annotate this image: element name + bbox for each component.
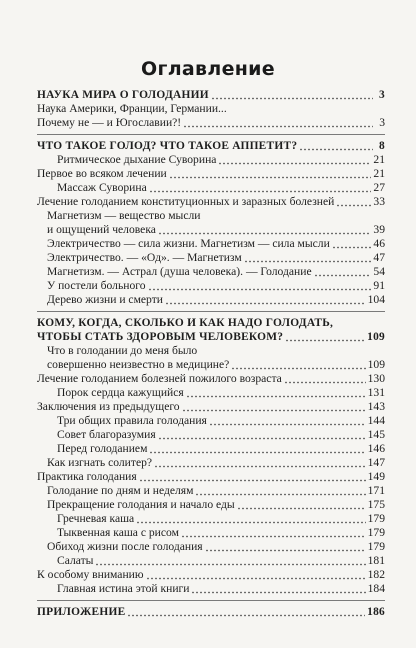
toc-entry[interactable] — [37, 153, 385, 167]
toc-page-number: 145 — [367, 428, 385, 441]
dot-leader — [231, 360, 365, 370]
toc-page-number: 186 — [367, 606, 385, 618]
toc-entry-title: Перед голоданием — [57, 442, 148, 455]
toc-entry-title: Что в голодании до меня было — [47, 344, 198, 357]
toc-entry-title: Заключения из предыдущего — [37, 400, 180, 413]
toc-entry-title: КОМУ, КОГДА, СКОЛЬКО И КАК НАДО ГОЛОДАТЬ, — [37, 317, 334, 329]
toc-page-number: 143 — [367, 400, 385, 413]
toc-chapter-heading[interactable] — [37, 605, 385, 619]
toc-entry-title: Обиход жизни после голодания — [47, 540, 203, 553]
toc-entry-title: Гречневая каша — [57, 512, 135, 525]
toc-page-number: 91 — [373, 279, 385, 292]
dot-leader — [169, 169, 372, 179]
toc-chapter-heading[interactable] — [37, 88, 385, 102]
dot-leader — [149, 444, 365, 454]
toc-entry-title: Порок сердца кажущийся — [57, 386, 184, 399]
toc-entry[interactable] — [37, 442, 385, 456]
dot-leader — [154, 458, 366, 468]
toc-entry-title: Тыквенная каша с рисом — [57, 526, 179, 539]
toc-entry[interactable] — [37, 223, 385, 237]
toc-entry-title: Массаж Суворина — [57, 181, 147, 194]
toc-entry[interactable] — [37, 568, 385, 582]
toc-entry[interactable] — [37, 209, 385, 223]
dot-leader — [209, 416, 366, 426]
toc-entry-title: Салаты — [57, 554, 94, 567]
toc-page-number: 179 — [367, 540, 385, 553]
dot-leader — [211, 90, 373, 100]
dot-leader — [149, 183, 372, 193]
dot-leader — [136, 514, 365, 524]
dot-leader — [332, 239, 372, 249]
toc-entry-title: Первое во всяком лечении — [37, 167, 167, 180]
toc-page-number: 184 — [367, 582, 385, 595]
toc-entry[interactable] — [37, 582, 385, 596]
dot-leader — [183, 118, 373, 128]
toc-entry[interactable] — [37, 237, 385, 251]
section-divider — [37, 600, 385, 601]
dot-leader — [191, 584, 365, 594]
toc-entry[interactable] — [37, 265, 385, 279]
toc-page-number: 109 — [367, 358, 385, 371]
toc-page-number: 175 — [367, 498, 385, 511]
toc-entry[interactable] — [37, 195, 385, 209]
toc-page-number: 130 — [367, 372, 385, 385]
dot-leader — [181, 528, 366, 538]
toc-page-number: 46 — [373, 237, 385, 250]
toc-entry[interactable] — [37, 344, 385, 358]
toc-entry-title: Магнетизм. — Астрал (душа человека). — Голодание — [47, 265, 312, 278]
toc-entry-title: Практика голодания — [37, 470, 137, 483]
toc-entry[interactable] — [37, 428, 385, 442]
toc-entry-title: и ощущений человека — [47, 223, 156, 236]
toc-entry-title: Три общих правила голодания — [57, 414, 207, 427]
section-divider — [37, 311, 385, 312]
toc-chapter-heading[interactable] — [37, 139, 385, 153]
toc-page-number: 146 — [367, 442, 385, 455]
toc-entry[interactable] — [37, 512, 385, 526]
toc-entry[interactable] — [37, 102, 385, 116]
dot-leader — [182, 402, 366, 412]
toc-entry[interactable] — [37, 181, 385, 195]
dot-leader — [299, 141, 373, 151]
toc-page-number: 27 — [373, 181, 385, 194]
toc-entry[interactable] — [37, 358, 385, 372]
toc-entry-title: Наука Америки, Франции, Германии... — [37, 102, 227, 115]
toc-page-number: 182 — [367, 568, 385, 581]
toc-entry-title: Лечение голоданием конституционных и заразных болезней — [37, 195, 335, 208]
toc-page-number: 109 — [367, 331, 385, 343]
dot-leader — [139, 472, 366, 482]
toc-entry-title: ЧТО ТАКОЕ ГОЛОД? ЧТО ТАКОЕ АППЕТИТ? — [37, 140, 298, 152]
dot-leader — [284, 374, 366, 384]
toc-entry[interactable] — [37, 251, 385, 265]
toc-page-number: 104 — [367, 293, 385, 306]
toc-page-number: 179 — [367, 512, 385, 525]
toc-entry-title: Как изгнать солитер? — [47, 456, 153, 469]
toc-page-number: 149 — [367, 470, 385, 483]
toc-entry[interactable] — [37, 414, 385, 428]
toc-page-number: 3 — [379, 89, 385, 101]
dot-leader — [146, 570, 366, 580]
page-title: Оглавление — [141, 58, 275, 80]
dot-leader — [336, 197, 371, 207]
dot-leader — [158, 430, 366, 440]
toc-page-number: 144 — [367, 414, 385, 427]
toc-entry-title: НАУКА МИРА О ГОЛОДАНИИ — [37, 89, 209, 101]
dot-leader — [237, 500, 366, 510]
toc-page-number: 8 — [379, 140, 385, 152]
toc-entry-title: Магнетизм — вещество мысли — [47, 209, 201, 222]
dot-leader — [285, 332, 365, 342]
toc-entry[interactable] — [37, 386, 385, 400]
toc-page-number: 33 — [373, 195, 385, 208]
toc-chapter-heading[interactable] — [37, 316, 385, 330]
toc-entry-title: Голодание по дням и неделям — [47, 484, 194, 497]
toc-entry[interactable] — [37, 470, 385, 484]
toc-page-number: 21 — [373, 153, 385, 166]
toc-page-number: 54 — [373, 265, 385, 278]
toc-page-number: 47 — [373, 251, 385, 264]
dot-leader — [165, 295, 366, 305]
toc-entry[interactable] — [37, 400, 385, 414]
toc-page-number: 131 — [367, 386, 385, 399]
toc-entry-title: ЧТОБЫ СТАТЬ ЗДОРОВЫМ ЧЕЛОВЕКОМ? — [37, 331, 284, 343]
toc-entry-title: ПРИЛОЖЕНИЕ — [37, 606, 126, 618]
dot-leader — [148, 281, 372, 291]
toc-entry-title: совершенно неизвестно в медицине? — [47, 358, 230, 371]
toc-entry[interactable] — [37, 456, 385, 470]
toc-entry[interactable] — [37, 540, 385, 554]
dot-leader — [158, 225, 371, 235]
dot-leader — [314, 267, 372, 277]
dot-leader — [127, 607, 365, 617]
toc-entry[interactable] — [37, 279, 385, 293]
toc-entry-title: Почему не — и Югославии?! — [37, 116, 182, 129]
toc-entry[interactable] — [37, 554, 385, 568]
toc-entry-title: Лечение голоданием болезней пожилого возраста — [37, 372, 282, 385]
toc-entry[interactable] — [37, 526, 385, 540]
dot-leader — [218, 155, 371, 165]
toc-entry[interactable] — [37, 498, 385, 512]
toc-entry[interactable] — [37, 484, 385, 498]
toc-entry-title: У постели больного — [47, 279, 146, 292]
toc-page-number: 3 — [379, 116, 385, 129]
toc-entry-title: К особому вниманию — [37, 568, 144, 581]
section-divider — [37, 134, 385, 135]
toc-entry-title: Электричество — сила жизни. Магнетизм — сила мысли — [47, 237, 330, 250]
table-of-contents — [37, 88, 385, 619]
toc-entry-title: Главная истина этой книги — [57, 582, 190, 595]
toc-page-number: 147 — [367, 456, 385, 469]
toc-entry[interactable] — [37, 167, 385, 181]
toc-entry-title: Дерево жизни и смерти — [47, 293, 163, 306]
toc-page-number: 179 — [367, 526, 385, 539]
toc-chapter-heading[interactable] — [37, 330, 385, 344]
toc-page-number: 181 — [367, 554, 385, 567]
toc-entry-title: Электричество. — «Од». — Магнетизм — [47, 251, 242, 264]
toc-page-number: 39 — [373, 223, 385, 236]
dot-leader — [205, 542, 366, 552]
toc-entry-title: Ритмическое дыхание Суворина — [57, 153, 217, 166]
toc-entry[interactable] — [37, 116, 385, 130]
toc-entry[interactable] — [37, 293, 385, 307]
toc-entry[interactable] — [37, 372, 385, 386]
dot-leader — [95, 556, 365, 566]
toc-entry-title: Прекращение голодания и начало еды — [47, 498, 235, 511]
dot-leader — [186, 388, 366, 398]
toc-entry-title: Совет благоразумия — [57, 428, 156, 441]
dot-leader — [195, 486, 365, 496]
dot-leader — [244, 253, 372, 263]
toc-page-number: 171 — [367, 484, 385, 497]
toc-page-number: 21 — [373, 167, 385, 180]
